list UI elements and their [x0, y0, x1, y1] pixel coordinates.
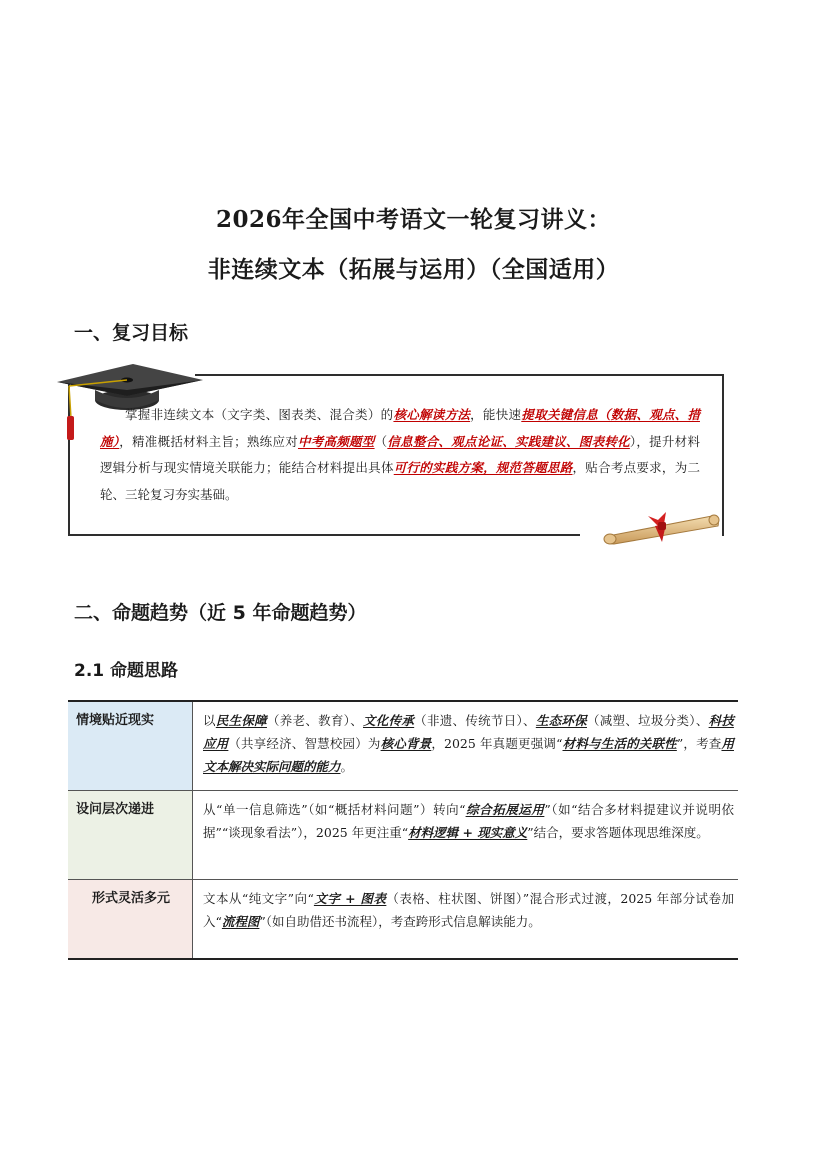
trend-table — [68, 700, 738, 960]
body-text: （减塑、垃圾分类）、 — [586, 713, 709, 728]
body-text: 从“单一信息筛选”（如“概括材料问题”）转向“ — [203, 802, 466, 817]
body-text: （非遗、传统节日）、 — [414, 713, 536, 728]
section-heading-trends: 二、命题趋势（近 5 年命题趋势） — [74, 602, 367, 624]
emphasis-text: 生态环保 — [535, 713, 587, 728]
goal-box-divider — [68, 534, 580, 536]
emphasis-text: 文化传承 — [363, 713, 415, 728]
emphasis-text: 流程图 — [221, 914, 260, 929]
row-content — [193, 791, 739, 880]
body-text: 。 — [340, 759, 354, 774]
emphasis-text: 核心背景 — [380, 736, 432, 751]
body-text: ”结合，要求答题体现思维深度。 — [527, 825, 709, 840]
diploma-scroll-icon — [600, 506, 725, 546]
table-row — [68, 791, 738, 880]
emphasis-text: 民生保障 — [215, 713, 267, 728]
document-title-line2: 非连续文本（拓展与运用）（全国适用） — [207, 256, 620, 283]
body-text: 以 — [203, 713, 216, 728]
body-text: （共享经济、智慧校园）为 — [228, 736, 381, 751]
section-heading-goals: 一、复习目标 — [74, 322, 189, 344]
body-text: 文本从“纯文字”向“ — [203, 891, 314, 906]
row-label: 设问层次递进 — [68, 791, 193, 880]
emphasis-text: 文字 + 图表 — [313, 891, 387, 906]
emphasis-text: 科技应用 — [203, 713, 734, 751]
body-text: （养老、教育）、 — [266, 713, 364, 728]
emphasis-text: 材料逻辑 + 现实意义 — [408, 825, 528, 840]
emphasis-text: 材料与生活的关联性 — [562, 736, 677, 751]
document-title-line1: 2026年全国中考语文一轮复习讲义： — [215, 206, 611, 233]
subsection-heading-ideas: 2.1 命题思路 — [74, 661, 179, 681]
emphasis-text: 综合拓展运用 — [465, 802, 545, 817]
emphasis-text: 用文本解决实际问题的能力 — [203, 736, 734, 774]
body-text: （表格、柱状图、饼图）”混合形式过渡，2025 年部分试卷加入“ — [203, 891, 734, 929]
body-text: ”（如自助借还书流程），考查跨形式信息解读能力。 — [259, 914, 541, 929]
body-text: ”，考查 — [676, 736, 722, 751]
row-content — [193, 880, 739, 960]
row-label: 形式灵活多元 — [68, 880, 193, 960]
table-row — [68, 701, 738, 791]
body-text: ”（如“结合多材料提建议并说明依据”“谈现象看法”），2025 年更注重“ — [203, 802, 734, 840]
table-row — [68, 880, 738, 960]
row-label: 情境贴近现实 — [68, 701, 193, 791]
row-content — [193, 701, 739, 791]
goal-paragraph: 掌握非连续文本（文字类、图表类、混合类）的核心解读方法，能快速提取关键信息（数据、观点、措施），精准概括材料主旨；熟练应对中考高频题型（信息整合、观点论证、实践建议、图表转化），提升材料逻辑分析与现实情境关联能力；能结合材料提出具体可行的实践方案，规范答题思路，贴合考点要求，为二轮、三轮复习夯实基础。 — [100, 407, 700, 502]
body-text: ，2025 年真题更强调“ — [431, 736, 563, 751]
